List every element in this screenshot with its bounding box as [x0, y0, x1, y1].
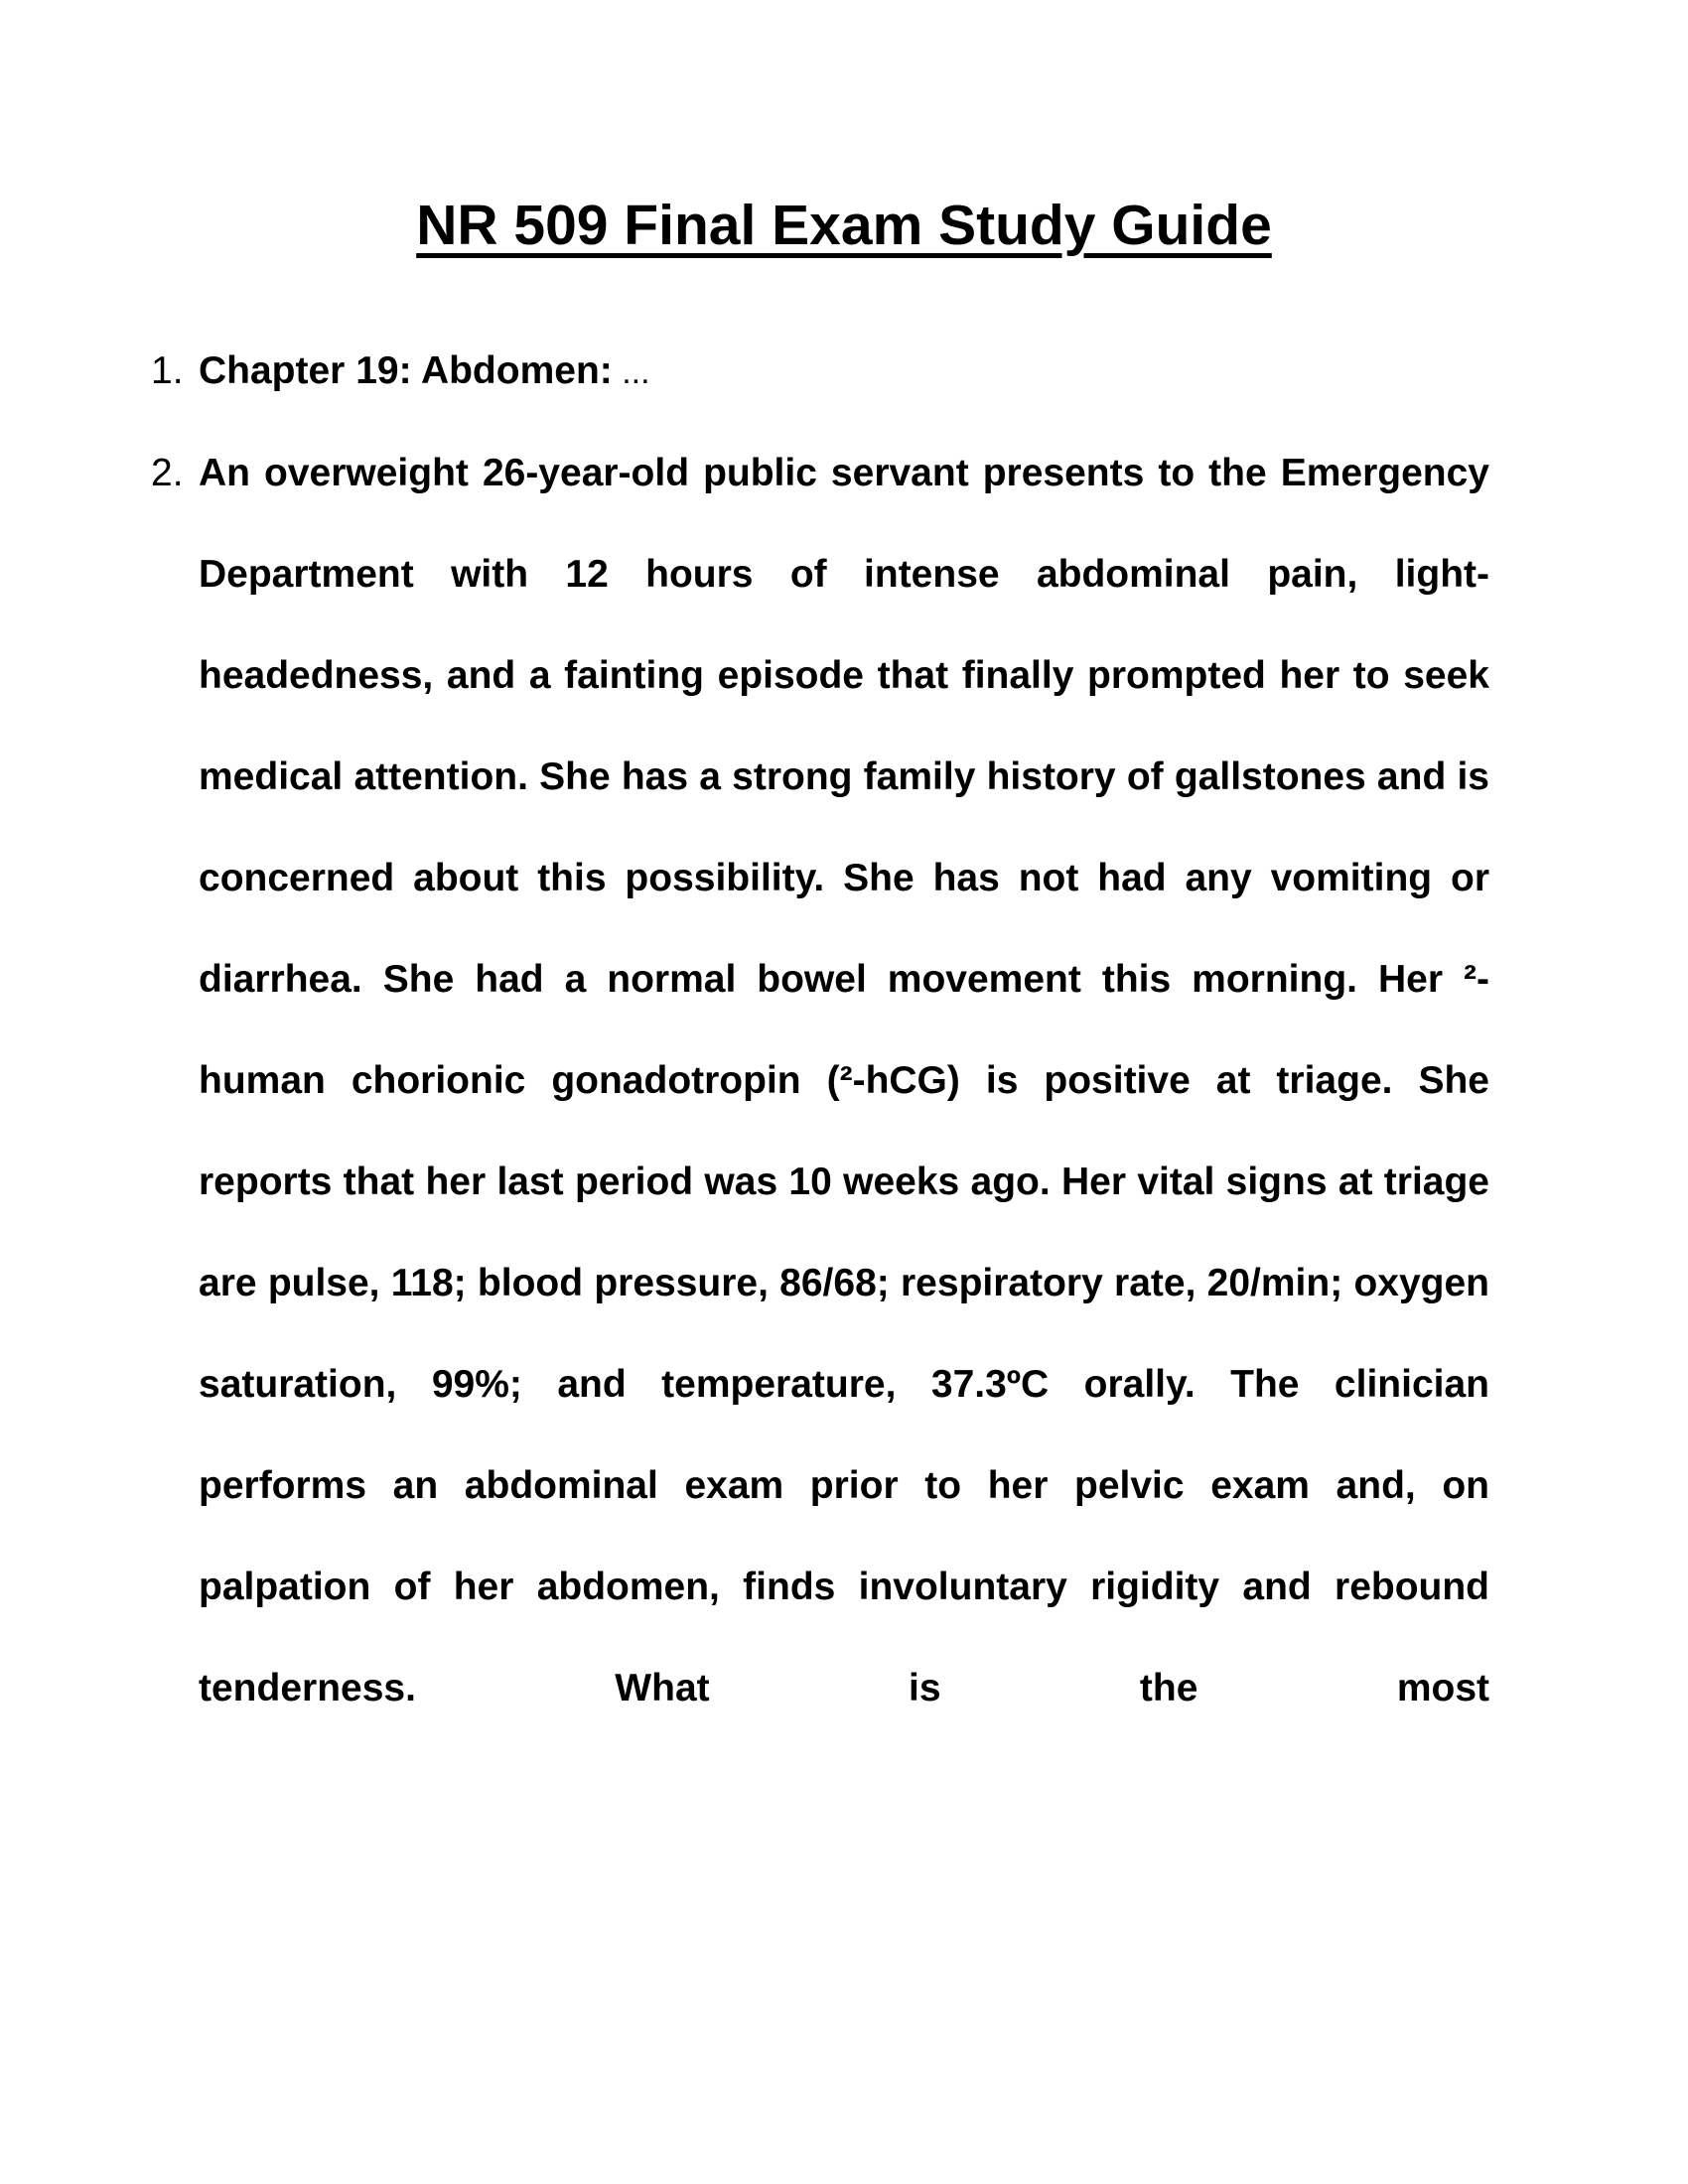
list-item-number: 1. [151, 348, 184, 392]
list-item-text [199, 321, 1489, 423]
numbered-list [151, 321, 1489, 1740]
list-item-text [199, 423, 1489, 1740]
list-item-number: 2. [151, 451, 184, 494]
list-item-trailing-text: ... [612, 352, 650, 391]
list-item [151, 423, 1489, 1740]
list-item [151, 321, 1489, 423]
document-title: NR 509 Final Exam Study Guide [416, 194, 1272, 257]
list-item-bold-text: Chapter 19: Abdomen: [199, 348, 613, 392]
list-item-bold-text: An overweight 26-year-old public servant presents to the Emergency Department with 12 hours of intense abdominal pain, light-headedness, and a fainting episode that finally prompted her to seek medical attention. She has a strong family history of gallstones and is concerned about this possibility. She has not had any vomiting or diarrhea. She had a normal bowel movement this morning. Her ²-human chorionic gonadotropin (²-hCG) is positive at triage. She reports that her last period was 10 weeks ago. Her vital signs at triage are pulse, 118; blood pressure, 86/68; respiratory rate, 20/min; oxygen saturation, 99%; and temperature, 37.3ºC orally. The clinician performs an abdominal exam prior to her pelvic exam and, on palpation of her abdomen, finds involuntary rigidity and rebound tenderness. What is the most [199, 451, 1489, 1709]
